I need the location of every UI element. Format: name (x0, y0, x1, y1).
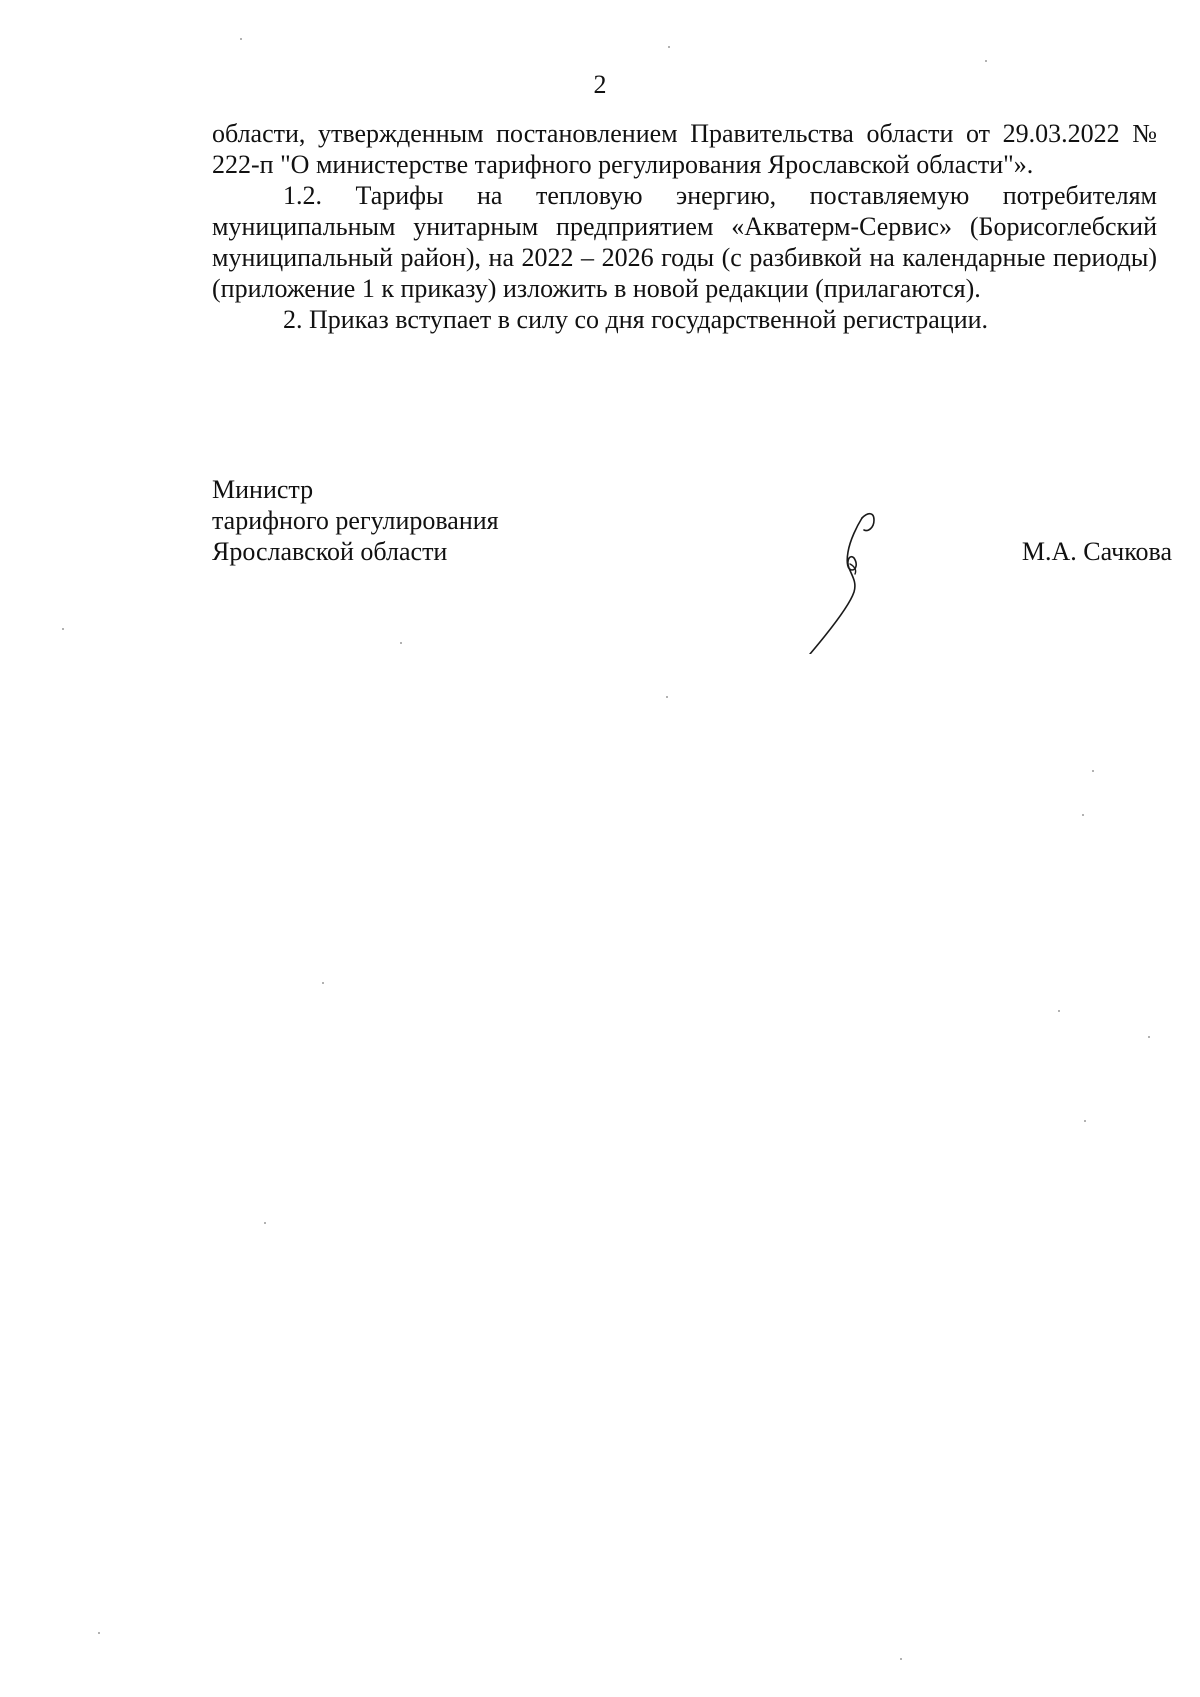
paragraph-1-2-tariffs: 1.2. Тарифы на тепловую энергию, поставляемую потребителям муниципальным унитарным предприятием «Акватерм-Сервис» (Борисоглебский муниципальный район), на 2022 – 2026 годы (с разбивкой на календарные периоды) (приложение 1 к приказу) изложить в новой редакции (прилагаются). (212, 181, 1157, 303)
scan-speck (985, 60, 987, 62)
scan-speck (62, 628, 64, 630)
signatory-position-line-3: Ярославской области (212, 537, 448, 566)
scan-speck (668, 46, 670, 48)
scan-speck (900, 1658, 902, 1660)
scan-speck (1082, 814, 1084, 816)
scan-speck (1058, 1010, 1060, 1012)
scan-speck (400, 642, 402, 644)
paragraph-continuation: области, утвержденным постановлением Правительства области от 29.03.2022 № 222-п "О министерстве тарифного регулирования Ярославской области"». (212, 119, 1157, 179)
handwritten-signature (802, 504, 902, 654)
scan-speck (1148, 1036, 1150, 1038)
scan-speck (264, 1222, 266, 1224)
scan-speck (98, 1632, 100, 1634)
signatory-position-line-1: Министр (212, 475, 314, 504)
scan-speck (1084, 1120, 1086, 1122)
paragraph-2-effective-date: 2. Приказ вступает в силу со дня государственной регистрации. (283, 305, 989, 334)
document-body (212, 118, 1157, 335)
scan-speck (322, 982, 324, 984)
page-number: 2 (593, 70, 607, 99)
scan-speck (1092, 770, 1094, 772)
signature-block (212, 474, 1172, 654)
scan-speck (240, 38, 242, 40)
scan-speck (666, 696, 668, 698)
signatory-name: М.А. Сачкова (1021, 537, 1172, 566)
signatory-position-line-2: тарифного регулирования (212, 506, 499, 535)
